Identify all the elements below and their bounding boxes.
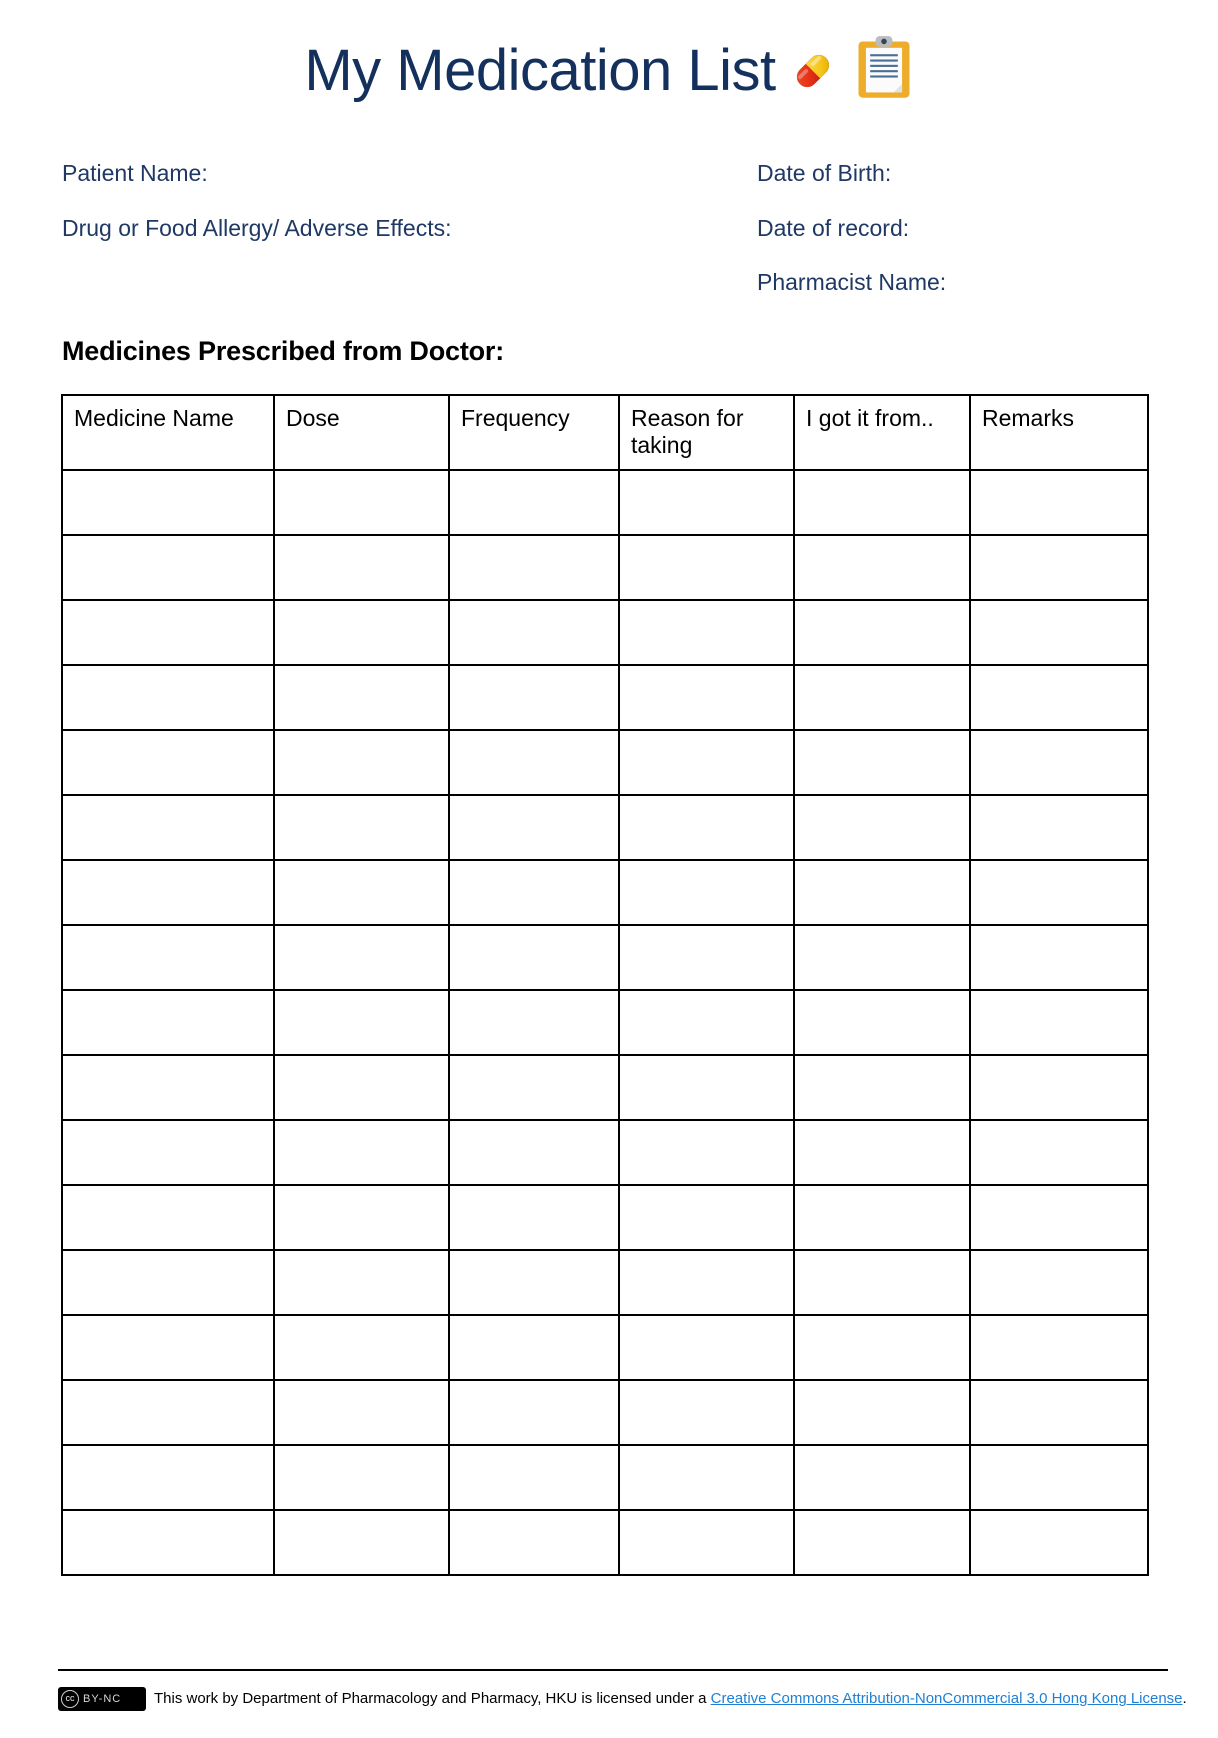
- table-cell[interactable]: [619, 1315, 794, 1380]
- license-link[interactable]: Creative Commons Attribution-NonCommercial 3.0 Hong Kong License: [710, 1690, 1183, 1708]
- table-cell[interactable]: [619, 1185, 794, 1250]
- table-cell[interactable]: [794, 1120, 970, 1185]
- table-cell[interactable]: [970, 990, 1148, 1055]
- table-cell[interactable]: [970, 795, 1148, 860]
- field-label-patient-name: Patient Name:: [62, 160, 208, 186]
- table-header: [62, 395, 1148, 470]
- table-cell[interactable]: [62, 1055, 274, 1120]
- table-cell[interactable]: [274, 1250, 449, 1315]
- table-cell[interactable]: [794, 1510, 970, 1575]
- table-row: [62, 860, 1148, 925]
- table-cell[interactable]: [619, 1380, 794, 1445]
- table-cell[interactable]: [274, 1380, 449, 1445]
- table-cell[interactable]: [62, 1185, 274, 1250]
- table-cell[interactable]: [62, 665, 274, 730]
- table-cell[interactable]: [794, 795, 970, 860]
- table-cell[interactable]: [449, 1445, 619, 1510]
- table-cell[interactable]: [794, 1380, 970, 1445]
- table-cell[interactable]: [794, 535, 970, 600]
- column-header-dose: Dose: [274, 395, 449, 470]
- table-cell[interactable]: [970, 665, 1148, 730]
- column-header-i-got-it-from: I got it from..: [794, 395, 970, 470]
- table-cell[interactable]: [62, 1120, 274, 1185]
- column-header-medicine-name: Medicine Name: [62, 395, 274, 470]
- field-label-allergy: Drug or Food Allergy/ Adverse Effects:: [62, 215, 452, 241]
- table-cell[interactable]: [62, 925, 274, 990]
- footer: [58, 1669, 1187, 1711]
- table-row: [62, 1315, 1148, 1380]
- table-row: [62, 990, 1148, 1055]
- table-cell[interactable]: [449, 1510, 619, 1575]
- table-cell[interactable]: [970, 1055, 1148, 1120]
- table-cell[interactable]: [274, 1185, 449, 1250]
- table-cell[interactable]: [274, 665, 449, 730]
- table-cell[interactable]: [274, 535, 449, 600]
- table-cell[interactable]: [970, 1445, 1148, 1510]
- table-cell[interactable]: [449, 1380, 619, 1445]
- table-cell[interactable]: [274, 470, 449, 535]
- field-label-date-of-record: Date of record:: [757, 215, 910, 241]
- column-header-remarks: Remarks: [970, 395, 1148, 470]
- table-cell[interactable]: [619, 1120, 794, 1185]
- table-cell[interactable]: [794, 990, 970, 1055]
- table-cell[interactable]: [970, 730, 1148, 795]
- table-row: [62, 535, 1148, 600]
- table-cell[interactable]: [62, 1250, 274, 1315]
- table-cell[interactable]: [62, 535, 274, 600]
- license-text: [154, 1689, 1187, 1709]
- page-title-row: [0, 37, 1218, 103]
- table-row: [62, 470, 1148, 535]
- clipboard-icon: [854, 34, 914, 102]
- table-cell[interactable]: [794, 1055, 970, 1120]
- table-cell[interactable]: [794, 1315, 970, 1380]
- footer-divider: [58, 1669, 1168, 1671]
- table-cell[interactable]: [619, 860, 794, 925]
- table-cell[interactable]: [619, 470, 794, 535]
- table-cell[interactable]: [62, 860, 274, 925]
- table-header-row: [62, 395, 1148, 470]
- table-cell[interactable]: [274, 1445, 449, 1510]
- table-cell[interactable]: [274, 1315, 449, 1380]
- patient-info-form: [0, 152, 1218, 295]
- table-cell[interactable]: [619, 925, 794, 990]
- table-row: [62, 600, 1148, 665]
- table-cell[interactable]: [619, 730, 794, 795]
- column-header-reason-for-taking: Reason for taking: [619, 395, 794, 470]
- cc-mark-icon: cc: [61, 1690, 79, 1708]
- license-text-after: .: [1182, 1690, 1187, 1708]
- table-cell[interactable]: [274, 925, 449, 990]
- table-cell[interactable]: [970, 600, 1148, 665]
- table-cell[interactable]: [619, 990, 794, 1055]
- section-heading-medicines-prescribed: Medicines Prescribed from Doctor:: [62, 336, 505, 366]
- table-cell[interactable]: [970, 1510, 1148, 1575]
- table-cell[interactable]: [449, 860, 619, 925]
- table-cell[interactable]: [274, 1510, 449, 1575]
- table-cell[interactable]: [619, 535, 794, 600]
- table-row: [62, 1185, 1148, 1250]
- table-cell[interactable]: [62, 1510, 274, 1575]
- table-cell[interactable]: [62, 795, 274, 860]
- license-notice: [58, 1687, 1187, 1711]
- table-row: [62, 665, 1148, 730]
- table-cell[interactable]: [449, 990, 619, 1055]
- table-cell[interactable]: [274, 600, 449, 665]
- table-cell[interactable]: [619, 600, 794, 665]
- table-cell[interactable]: [449, 1120, 619, 1185]
- table-cell[interactable]: [62, 730, 274, 795]
- table-cell[interactable]: [449, 665, 619, 730]
- table-row: [62, 795, 1148, 860]
- table-cell[interactable]: [970, 1120, 1148, 1185]
- table-row: [62, 1250, 1148, 1315]
- table-cell[interactable]: [449, 925, 619, 990]
- creative-commons-badge-icon: [58, 1687, 146, 1711]
- table-cell[interactable]: [970, 860, 1148, 925]
- table-cell[interactable]: [274, 990, 449, 1055]
- table-row: [62, 1055, 1148, 1120]
- page-title: My Medication List: [304, 37, 776, 103]
- table-cell[interactable]: [970, 1250, 1148, 1315]
- table-cell[interactable]: [794, 1445, 970, 1510]
- table-row: [62, 730, 1148, 795]
- table-cell[interactable]: [62, 1315, 274, 1380]
- table-cell[interactable]: [970, 470, 1148, 535]
- table-cell[interactable]: [970, 1380, 1148, 1445]
- table-cell[interactable]: [62, 1380, 274, 1445]
- table-row: [62, 1445, 1148, 1510]
- table-cell[interactable]: [449, 730, 619, 795]
- table-cell[interactable]: [274, 1055, 449, 1120]
- cc-badge-label: BY-NC: [83, 1693, 122, 1705]
- license-text-before: This work by Department of Pharmacology and Pharmacy, HKU is licensed under a: [154, 1690, 711, 1708]
- column-header-frequency: Frequency: [449, 395, 619, 470]
- table-cell[interactable]: [449, 1185, 619, 1250]
- medication-table: [61, 394, 1149, 1576]
- table-cell[interactable]: [794, 665, 970, 730]
- table-cell[interactable]: [970, 1185, 1148, 1250]
- table-cell[interactable]: [619, 665, 794, 730]
- table-cell[interactable]: [62, 990, 274, 1055]
- table-cell[interactable]: [619, 1445, 794, 1510]
- table-cell[interactable]: [274, 730, 449, 795]
- table-cell[interactable]: [794, 1250, 970, 1315]
- table-cell[interactable]: [62, 1445, 274, 1510]
- table-cell[interactable]: [619, 1055, 794, 1120]
- table-cell[interactable]: [794, 860, 970, 925]
- field-label-date-of-birth: Date of Birth:: [757, 160, 892, 186]
- pill-icon: [782, 40, 844, 102]
- table-cell[interactable]: [62, 470, 274, 535]
- table-cell[interactable]: [449, 600, 619, 665]
- table-cell[interactable]: [449, 795, 619, 860]
- table-cell[interactable]: [794, 1185, 970, 1250]
- table-row: [62, 1120, 1148, 1185]
- field-label-pharmacist-name: Pharmacist Name:: [757, 269, 947, 295]
- table-cell[interactable]: [794, 730, 970, 795]
- table-cell[interactable]: [794, 600, 970, 665]
- table-cell[interactable]: [449, 470, 619, 535]
- table-cell[interactable]: [619, 795, 794, 860]
- table-body: [62, 470, 1148, 1575]
- table-cell[interactable]: [970, 1315, 1148, 1380]
- table-cell[interactable]: [274, 860, 449, 925]
- table-cell[interactable]: [449, 1250, 619, 1315]
- medication-table-container: [61, 394, 1147, 1576]
- table-row: [62, 925, 1148, 990]
- table-cell[interactable]: [449, 535, 619, 600]
- table-cell[interactable]: [274, 1120, 449, 1185]
- table-cell[interactable]: [449, 1055, 619, 1120]
- table-cell[interactable]: [449, 1315, 619, 1380]
- table-cell[interactable]: [794, 470, 970, 535]
- table-cell[interactable]: [619, 1250, 794, 1315]
- table-cell[interactable]: [274, 795, 449, 860]
- table-row: [62, 1380, 1148, 1445]
- table-cell[interactable]: [970, 925, 1148, 990]
- table-cell[interactable]: [970, 535, 1148, 600]
- table-cell[interactable]: [794, 925, 970, 990]
- table-cell[interactable]: [62, 600, 274, 665]
- table-row: [62, 1510, 1148, 1575]
- table-cell[interactable]: [619, 1510, 794, 1575]
